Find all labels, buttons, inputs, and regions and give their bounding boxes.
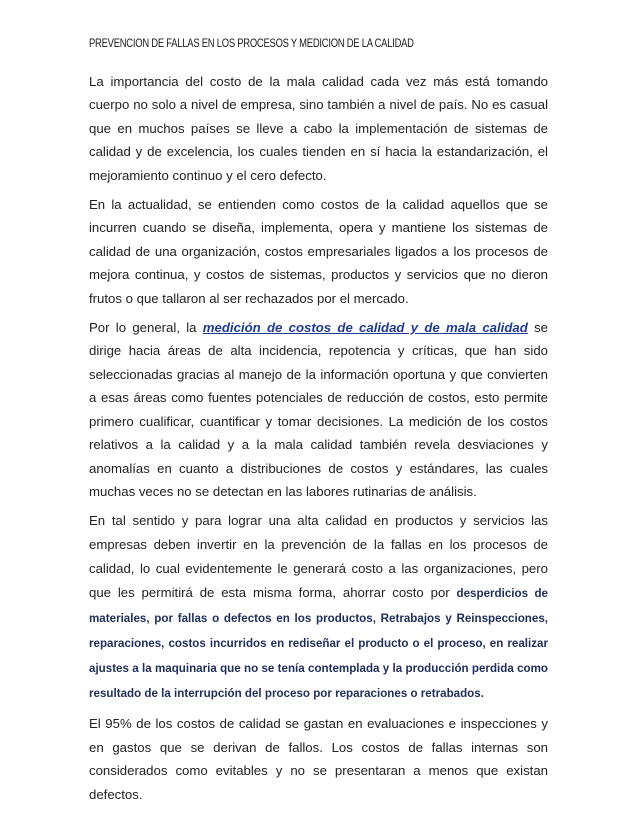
paragraph-4-lead: En tal sentido y para lograr una alta calidad en productos y servicios las empresas deben invertir en la prevención de la fallas en los procesos de calidad, lo cual evidentemente le generará costo a las organizaciones, pero que les permitirá de esta misma forma, ahorrar costo por — [89, 513, 548, 601]
document-body — [89, 70, 548, 812]
cost-measurement-link[interactable]: medición de costos de calidad y de mala calidad — [202, 320, 528, 336]
paragraph-3-rest: se dirige hacia áreas de alta incidencia, repotencia y críticas, que han sido seleccionadas gracias al manejo de la información oportuna y que convierten a esas áreas como fuentes potenciales de reducción de costos, esto permite primero cualificar, cuantificar y tomar decisiones. La medición de los costos relativos a la calidad y a la mala calidad también revela desviaciones y anomalías en cuanto a distribuciones de costos y estándares, las cuales muchas veces no se detectan en las labores rutinarias de análisis. — [89, 320, 549, 499]
highlighted-cost-list: desperdicios de materiales, por fallas o defectos en los productos, Retrabajos y Reinspecciones, reparaciones, costos incurridos en rediseñar el producto o el proceso, en realizar ajustes a la maquinaria que no se tenía contemplada y la producción perdida como resultado de la interrupción del proceso por reparaciones o retrabados. — [89, 587, 548, 701]
paragraph-3-lead: Por lo general, la — [89, 320, 197, 336]
paragraph-3 — [89, 316, 548, 503]
paragraph-2: En la actualidad, se entienden como costos de la calidad aquellos que se incurren cuando se diseña, implementa, opera y mantiene los sistemas de calidad de una organización, costos empresariales ligados a los procesos de mejora continua, y costos de sistemas, productos y servicios que no dieron frutos o que tallaron al ser rechazados por el mercado. — [89, 197, 548, 306]
paragraph-4 — [89, 509, 548, 706]
paragraph-1: La importancia del costo de la mala calidad cada vez más está tomando cuerpo no solo a nivel de empresa, sino también a nivel de país. No es casual que en muchos países se lleve a cabo la implementación de sistemas de calidad y de excelencia, los cuales tienden en sí hacia la estandarización, el mejoramiento continuo y el cero defecto. — [89, 74, 548, 183]
paragraph-5: El 95% de los costos de calidad se gastan en evaluaciones e inspecciones y en gastos que se derivan de fallos. Los costos de fallas internas son considerados como evitables y no se presentaran a menos que existan defectos. — [89, 716, 548, 802]
page-header: PREVENCION DE FALLAS EN LOS PROCESOS Y MEDICION DE LA CALIDAD — [89, 38, 414, 50]
